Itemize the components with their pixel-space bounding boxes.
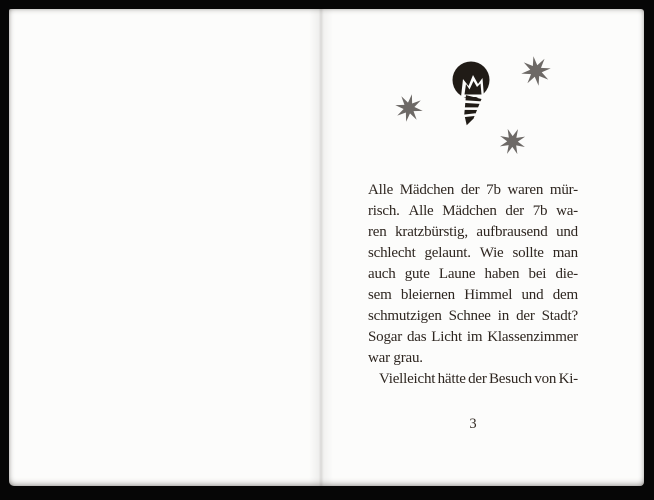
text-line: sem bleiernen Himmel und dem — [368, 287, 578, 303]
text-line: schmutzigen Schnee in der Stadt? — [368, 308, 578, 324]
book-spread — [9, 9, 644, 486]
text-line: war grau. — [368, 350, 423, 366]
paragraph-text — [368, 180, 578, 390]
text-line: auch gute Laune haben bei die- — [368, 266, 578, 282]
left-page-blank — [9, 9, 320, 486]
text-line: risch. Alle Mädchen der 7b wa- — [368, 203, 578, 219]
text-line: Sogar das Licht im Klassenzimmer — [368, 329, 578, 345]
text-line: Alle Mädchen der 7b waren mür- — [368, 182, 578, 198]
text-line: schlecht gelaunt. Wie sollte man — [368, 245, 578, 261]
book-gutter-shadow — [309, 9, 333, 486]
text-line: ren kratzbürstig, aufbrausend und — [368, 224, 578, 240]
page-number: 3 — [469, 416, 477, 432]
text-line: Vielleicht hätte der Besuch von Ki- — [379, 371, 578, 387]
